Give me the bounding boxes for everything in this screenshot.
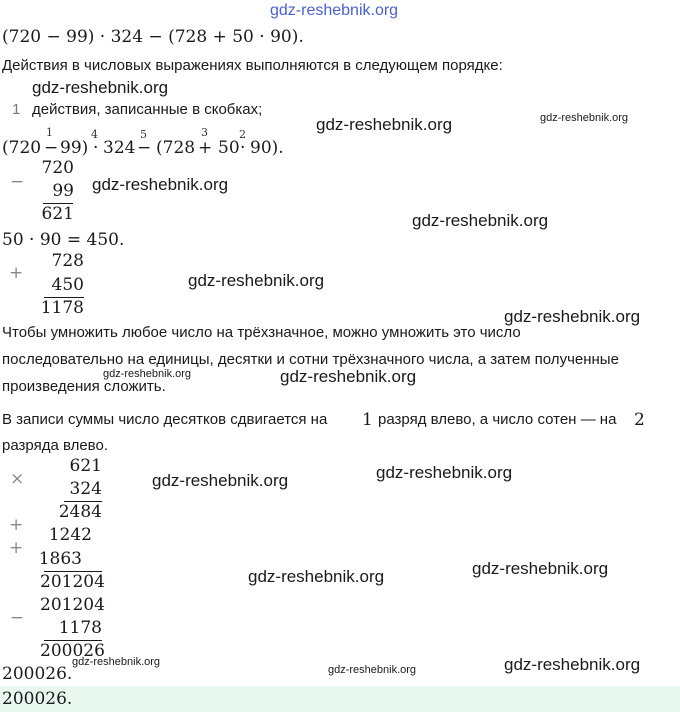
watermark: gdz-reshebnik.org	[32, 78, 169, 97]
subtrahend: 99	[52, 181, 74, 201]
partial-product: 2484	[58, 502, 102, 522]
paragraph-line: последовательно на единицы, десятки и сотни трёхзначного числа, а затем полученные	[2, 351, 619, 368]
watermark: gdz-reshebnik.org	[328, 664, 417, 676]
minuend: 201204	[40, 595, 105, 615]
partial-product: 1863	[38, 549, 82, 569]
watermark: gdz-reshebnik.org	[540, 112, 629, 124]
multiplicand: 621	[69, 456, 102, 476]
paragraph-line: В записи суммы число десятков сдвигается на	[2, 411, 328, 428]
answer: 200026.	[2, 689, 73, 709]
watermark-top[interactable]: gdz-reshebnik.org	[270, 2, 399, 19]
watermark: gdz-reshebnik.org	[504, 307, 641, 326]
minuend: 720	[41, 158, 74, 178]
mult-line: 50 · 90 = 450.	[2, 230, 125, 250]
answer-highlight	[0, 686, 680, 712]
expr-part: ·	[240, 138, 246, 158]
order-number: 5	[140, 128, 147, 141]
paragraph-number: 2	[634, 410, 645, 430]
plus-sign: +	[9, 263, 24, 283]
expr-part: 90).	[250, 138, 284, 158]
multiplier: 324	[69, 479, 102, 499]
expr-part: −	[137, 138, 152, 158]
watermark: gdz-reshebnik.org	[103, 368, 192, 380]
product: 201204	[40, 572, 105, 592]
subtrahend: 1178	[58, 618, 102, 638]
expr-part: 50	[218, 138, 240, 158]
expr-part: +	[198, 138, 213, 158]
watermark: gdz-reshebnik.org	[376, 463, 513, 482]
watermark: gdz-reshebnik.org	[72, 656, 161, 668]
final-result: 200026.	[2, 664, 73, 684]
order-number: 2	[239, 128, 246, 141]
watermark: gdz-reshebnik.org	[188, 271, 325, 290]
watermark: gdz-reshebnik.org	[152, 471, 289, 490]
plus-sign: +	[9, 538, 24, 558]
step-number: 1	[12, 101, 21, 118]
expr-part: (728	[156, 138, 196, 158]
minus-sign: −	[10, 608, 25, 628]
expr-part: 99)	[60, 138, 89, 158]
addend: 728	[51, 251, 84, 271]
watermark: gdz-reshebnik.org	[248, 567, 385, 586]
rule-text: Действия в числовых выражениях выполняются в следующем порядке:	[2, 57, 503, 74]
minus-sign: −	[10, 172, 25, 192]
addend: 450	[51, 275, 84, 295]
watermark: gdz-reshebnik.org	[504, 655, 641, 674]
expr-part: ·	[93, 138, 99, 158]
paragraph-line: разряда влево.	[2, 437, 108, 454]
difference: 200026	[40, 641, 105, 661]
times-sign: ×	[10, 469, 25, 489]
order-number: 1	[46, 126, 53, 139]
watermark: gdz-reshebnik.org	[316, 115, 453, 134]
paragraph-line: Чтобы умножить любое число на трёхзначное, можно умножить это число	[2, 324, 521, 341]
paragraph-line: разряд влево, а число сотен — на	[378, 411, 617, 428]
plus-sign: +	[9, 515, 24, 535]
watermark: gdz-reshebnik.org	[412, 211, 549, 230]
order-number: 3	[201, 126, 208, 139]
step-text: действия, записанные в скобках;	[32, 101, 263, 118]
expr-part: (720	[2, 138, 42, 158]
sum: 1178	[40, 298, 84, 318]
paragraph-number: 1	[362, 410, 373, 430]
expr-part: 324	[103, 138, 136, 158]
paragraph-line: произведения сложить.	[2, 378, 166, 395]
difference: 621	[41, 204, 74, 224]
expression: (720 − 99) · 324 − (728 + 50 · 90).	[2, 27, 304, 47]
partial-product: 1242	[48, 525, 92, 545]
expr-part: −	[44, 138, 59, 158]
watermark: gdz-reshebnik.org	[472, 559, 609, 578]
order-number: 4	[91, 128, 98, 141]
watermark: gdz-reshebnik.org	[92, 175, 229, 194]
watermark: gdz-reshebnik.org	[280, 367, 417, 386]
